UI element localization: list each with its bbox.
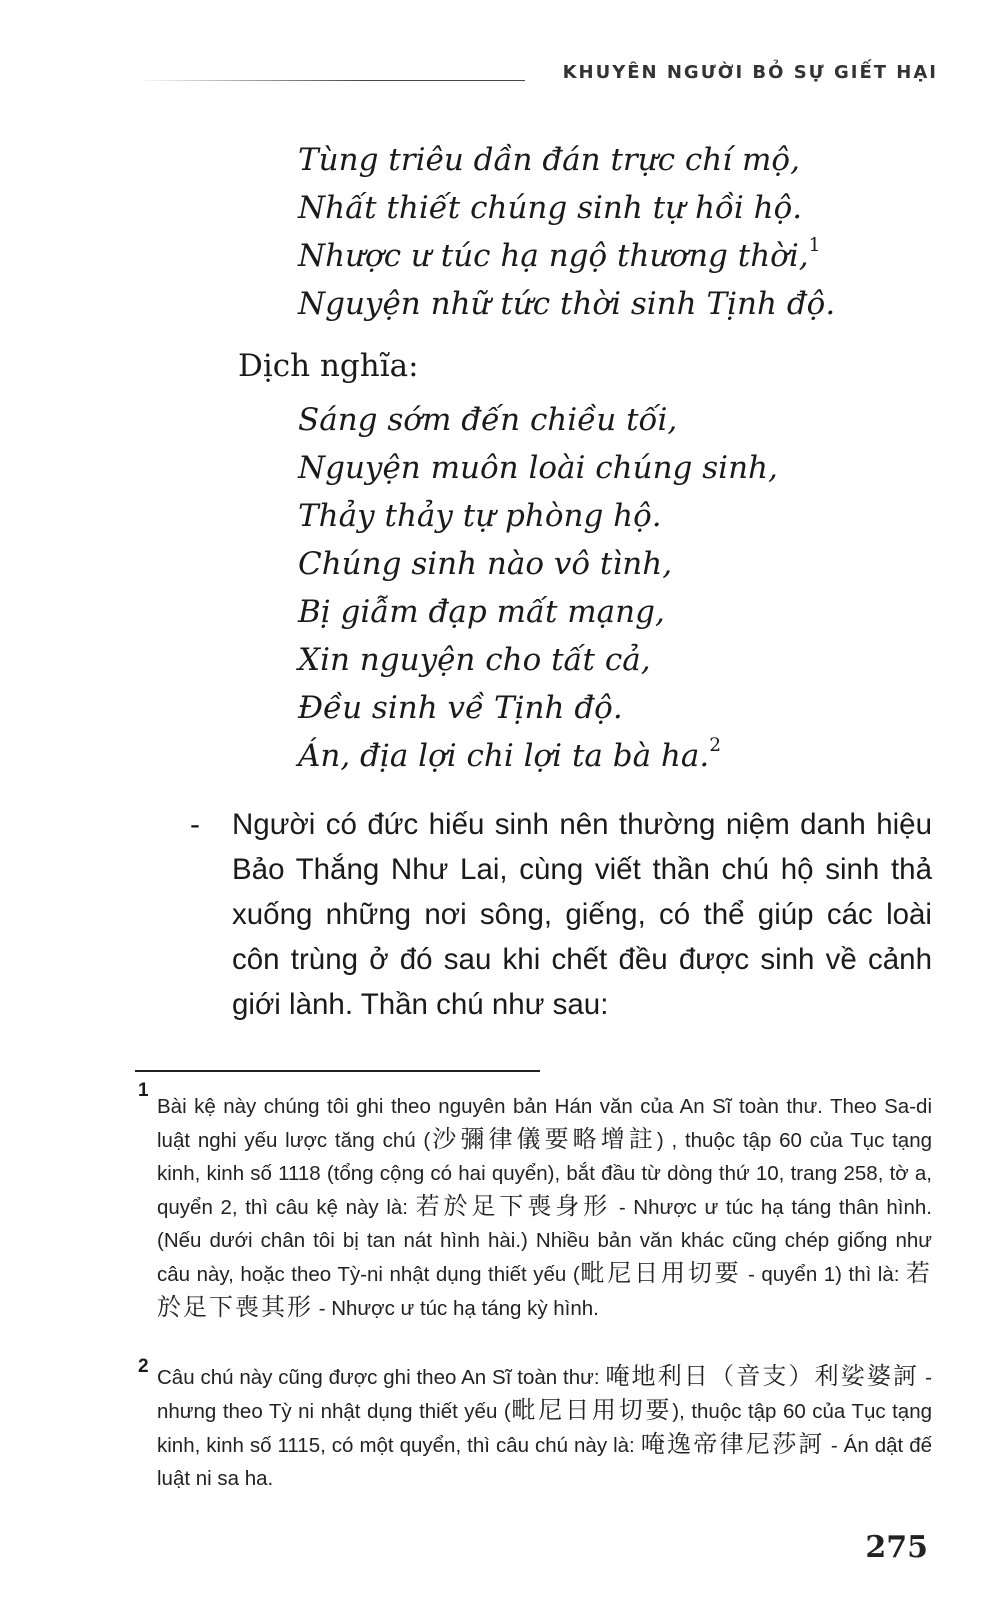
header-rule-fade [135, 78, 525, 81]
verse-line: Chúng sinh nào vô tình, [298, 546, 673, 582]
footnote-ref-1: 1 [808, 234, 821, 256]
footnote-1: Bài kệ này chúng tôi ghi theo nguyên bản Hán văn của An Sĩ toàn thư. Theo Sa-di luật nghi yếu lược tăng chú (沙彌律儀要略增註) , thuộc tập 60 của Tục tạng kinh, kinh số 1118 (tổng cộng có hai quyển), bắt đầu từ dòng thứ 10, trang 258, tờ a, quyển 2, thì câu kệ này là: 若於足下喪身形 - Nhược ư túc hạ táng thân hình. (Nếu dưới chân tôi bị tan nát hình hài.) Nhiều bản văn khác cũng chép giống như câu này, hoặc theo Tỳ-ni nhật dụng thiết yếu (毗尼日用切要 - quyển 1) thì là: 若於足下喪其形 - Nhược ư túc hạ táng kỳ hình. [157, 1095, 933, 1321]
verse-line: Xin nguyện cho tất cả, [298, 642, 651, 678]
verse-line: Sáng sớm đến chiều tối, [298, 402, 678, 438]
verse-line: Nhất thiết chúng sinh tự hồi hộ. [298, 190, 803, 226]
running-head: KHUYÊN NGƯỜI BỎ SỰ GIẾT HẠI [562, 62, 938, 83]
verse-translation [298, 396, 778, 780]
bullet-paragraph: Người có đức hiếu sinh nên thường niệm danh hiệu Bảo Thắng Như Lai, cùng viết thần chú hộ sinh thả xuống những nơi sông, giếng, có thể giúp các loài côn trùng ở đó sau khi chết đều được sinh về cảnh giới lành. Thần chú như sau: [232, 808, 932, 1021]
verse-line: Nguyện muôn loài chúng sinh, [298, 450, 778, 486]
translation-label: Dịch nghĩa: [238, 348, 419, 384]
verse-line: Tùng triêu dần đán trực chí mộ, [298, 142, 800, 178]
verse-line: Án, địa lợi chi lợi ta bà ha.$^2$ [298, 734, 722, 774]
footnote-number: 1 [138, 1080, 149, 1101]
footnote-ref-2: 2 [709, 734, 722, 756]
page-number: 275 [865, 1530, 928, 1565]
verse-line: Bị giẫm đạp mất mạng, [298, 594, 665, 630]
footnote-separator [135, 1070, 540, 1072]
verse-original [298, 136, 835, 328]
verse-line: Nguyện nhữ tức thời sinh Tịnh độ. [298, 286, 836, 322]
footnote-2: Câu chú này cũng được ghi theo An Sĩ toàn thư: 唵地利日（音支）利娑婆訶 - nhưng theo Tỳ ni nhật dụng thiết yếu (毗尼日用切要), thuộc tập 60 của Tục tạng kinh, kinh số 1115, có một quyển, thì câu chú này là: 唵逸帝律尼莎訶 - Án dật đế luật ni sa ha. [157, 1362, 933, 1490]
footnote-number: 2 [138, 1356, 149, 1377]
verse-line: Thảy thảy tự phòng hộ. [298, 498, 662, 534]
verse-line: Đều sinh về Tịnh độ. [298, 690, 623, 726]
verse-line: Nhược ư túc hạ ngộ thương thời,$^1$ [298, 234, 821, 274]
bullet-marker: - [190, 808, 200, 841]
